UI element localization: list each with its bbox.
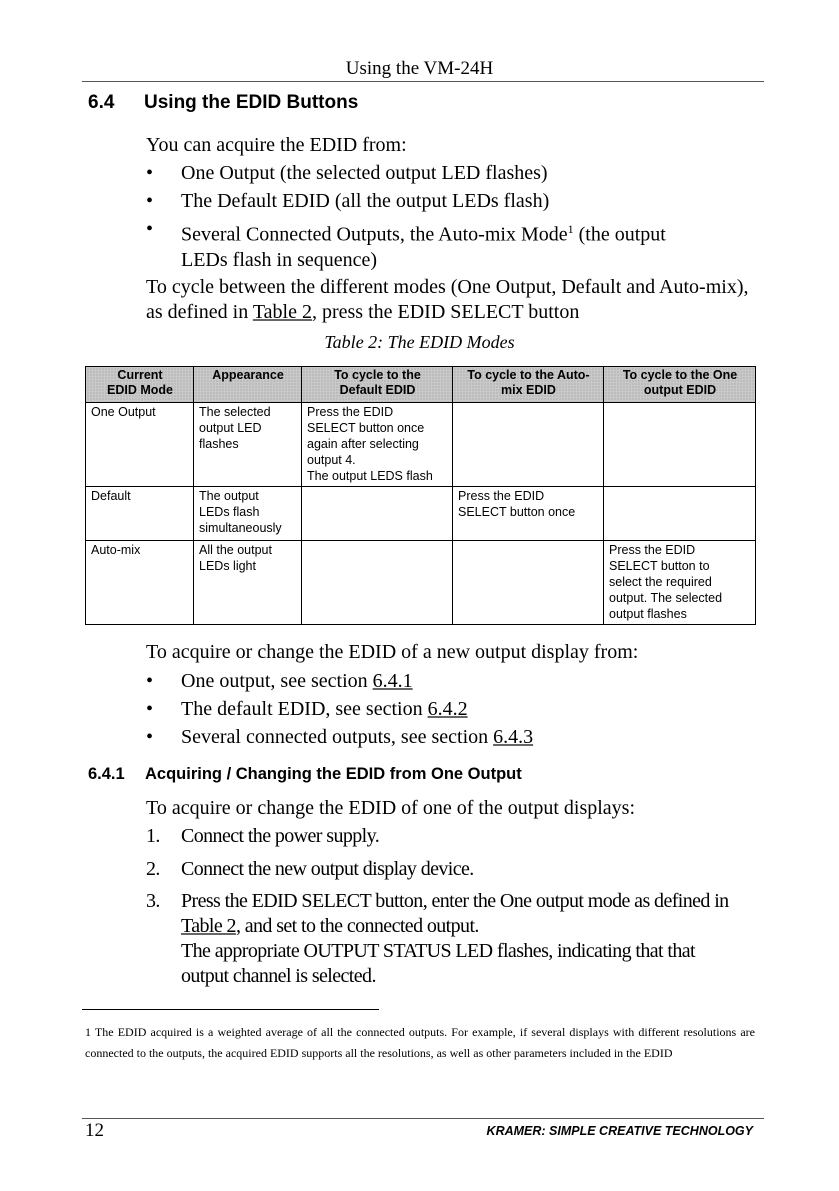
section-number: 6.4: [88, 92, 115, 113]
cycle-paragraph: [146, 275, 766, 325]
cell-to-automix: [453, 403, 604, 487]
list-item-text: Several connected outputs, see section 6.4.3: [181, 726, 534, 748]
footer-rule: [82, 1118, 764, 1119]
footer-brand: KRAMER: SIMPLE CREATIVE TECHNOLOGY: [486, 1124, 753, 1138]
cycle-text: , press the EDID SELECT button: [311, 301, 580, 323]
list-item-text: [181, 217, 741, 273]
step-text: Connect the power supply.: [181, 825, 380, 847]
cell-to-default: [302, 541, 453, 625]
page-number: 12: [85, 1120, 104, 1141]
bullet-dot: •: [146, 726, 154, 748]
header-rule: [82, 81, 764, 82]
list-item-text-part: Several Connected Outputs, the Auto-mix Mode: [181, 223, 568, 246]
bullet-dot: •: [146, 670, 154, 692]
step-number: 1.: [146, 825, 160, 847]
step-number: 2.: [146, 858, 160, 880]
bullet-dot: •: [146, 162, 154, 184]
list-item-text: One output, see section 6.4.1: [181, 670, 413, 692]
cell-to-one: Press the EDID SELECT button to select the required output. The selected output flashes: [604, 541, 756, 625]
table-2-link[interactable]: Table 2: [181, 915, 236, 937]
cell-to-one: [604, 487, 756, 541]
cell-appearance: The output LEDs flash simultaneously: [194, 487, 302, 541]
section-heading: [88, 92, 358, 114]
header-to-automix: To cycle to the Auto- mix EDID: [453, 367, 604, 403]
step-text: Connect the new output display device.: [181, 858, 474, 880]
cell-to-automix: [453, 541, 604, 625]
header-to-one: To cycle to the One output EDID: [604, 367, 756, 403]
cell-mode: One Output: [86, 403, 194, 487]
footnote-rule: [82, 1009, 379, 1010]
cycle-text: To cycle between the different modes (One Output, Default and Auto-mix),: [146, 276, 749, 298]
cell-to-automix: Press the EDID SELECT button once: [453, 487, 604, 541]
list-item-text: One Output (the selected output LED flashes): [181, 162, 548, 184]
cell-mode: Auto-mix: [86, 541, 194, 625]
section-link-6-4-2[interactable]: 6.4.2: [427, 698, 468, 720]
list-item-text-part: LEDs flash in sequence): [181, 248, 378, 271]
header-to-default: To cycle to the Default EDID: [302, 367, 453, 403]
acquire-intro: To acquire or change the EDID of a new output display from:: [146, 641, 639, 663]
list-item-text: The default EDID, see section 6.4.2: [181, 698, 468, 720]
edid-modes-table: [85, 366, 756, 625]
footnote: [85, 1022, 755, 1064]
header-current-mode: Current EDID Mode: [86, 367, 194, 403]
section-link-6-4-3[interactable]: 6.4.3: [493, 726, 534, 748]
subsection-number: 6.4.1: [88, 765, 125, 783]
bullet-dot: •: [146, 218, 154, 240]
table-row: [86, 403, 756, 487]
cell-to-default: Press the EDID SELECT button once again after selecting output 4. The output LEDS flash: [302, 403, 453, 487]
running-header: Using the VM-24H: [345, 58, 494, 79]
subsection-heading: [88, 765, 522, 784]
cell-appearance: The selected output LED flashes: [194, 403, 302, 487]
subsection-title: Acquiring / Changing the EDID from One Output: [145, 765, 522, 783]
cell-to-default: [302, 487, 453, 541]
step-number: 3.: [146, 890, 160, 912]
section-intro: You can acquire the EDID from:: [146, 134, 407, 156]
list-item-text: The Default EDID (all the output LEDs flash): [181, 190, 550, 212]
table-header-row: [86, 367, 756, 403]
section-title: Using the EDID Buttons: [144, 92, 359, 113]
table-2-link[interactable]: Table 2: [252, 301, 312, 323]
cell-mode: Default: [86, 487, 194, 541]
bullet-dot: •: [146, 698, 154, 720]
footnote-ref[interactable]: 1: [567, 222, 574, 236]
step-text: Press the EDID SELECT button, enter the One output mode as defined in Table 2, and set to the connected output. The appropriate OUTPUT STATUS LED flashes, indicating that that output channel is selected.: [181, 890, 729, 987]
section-link-6-4-1[interactable]: 6.4.1: [372, 670, 413, 692]
footnote-text: The EDID acquired is a weighted average of all the connected outputs. For example, if several displays with different resolutions are connected to the outputs, the acquired EDID supports all the resolutions, as well as other parameters included in the EDID: [85, 1025, 755, 1060]
bullet-dot: •: [146, 190, 154, 212]
table-row: [86, 541, 756, 625]
cycle-text: as defined in: [146, 301, 253, 323]
cell-appearance: All the output LEDs light: [194, 541, 302, 625]
table-caption: Table 2: The EDID Modes: [324, 332, 515, 352]
header-appearance: Appearance: [194, 367, 302, 403]
table-row: [86, 487, 756, 541]
list-item-text-part: (the output: [573, 223, 666, 246]
subsection-intro: To acquire or change the EDID of one of the output displays:: [146, 797, 636, 819]
cell-to-one: [604, 403, 756, 487]
footnote-number: 1: [85, 1025, 91, 1039]
